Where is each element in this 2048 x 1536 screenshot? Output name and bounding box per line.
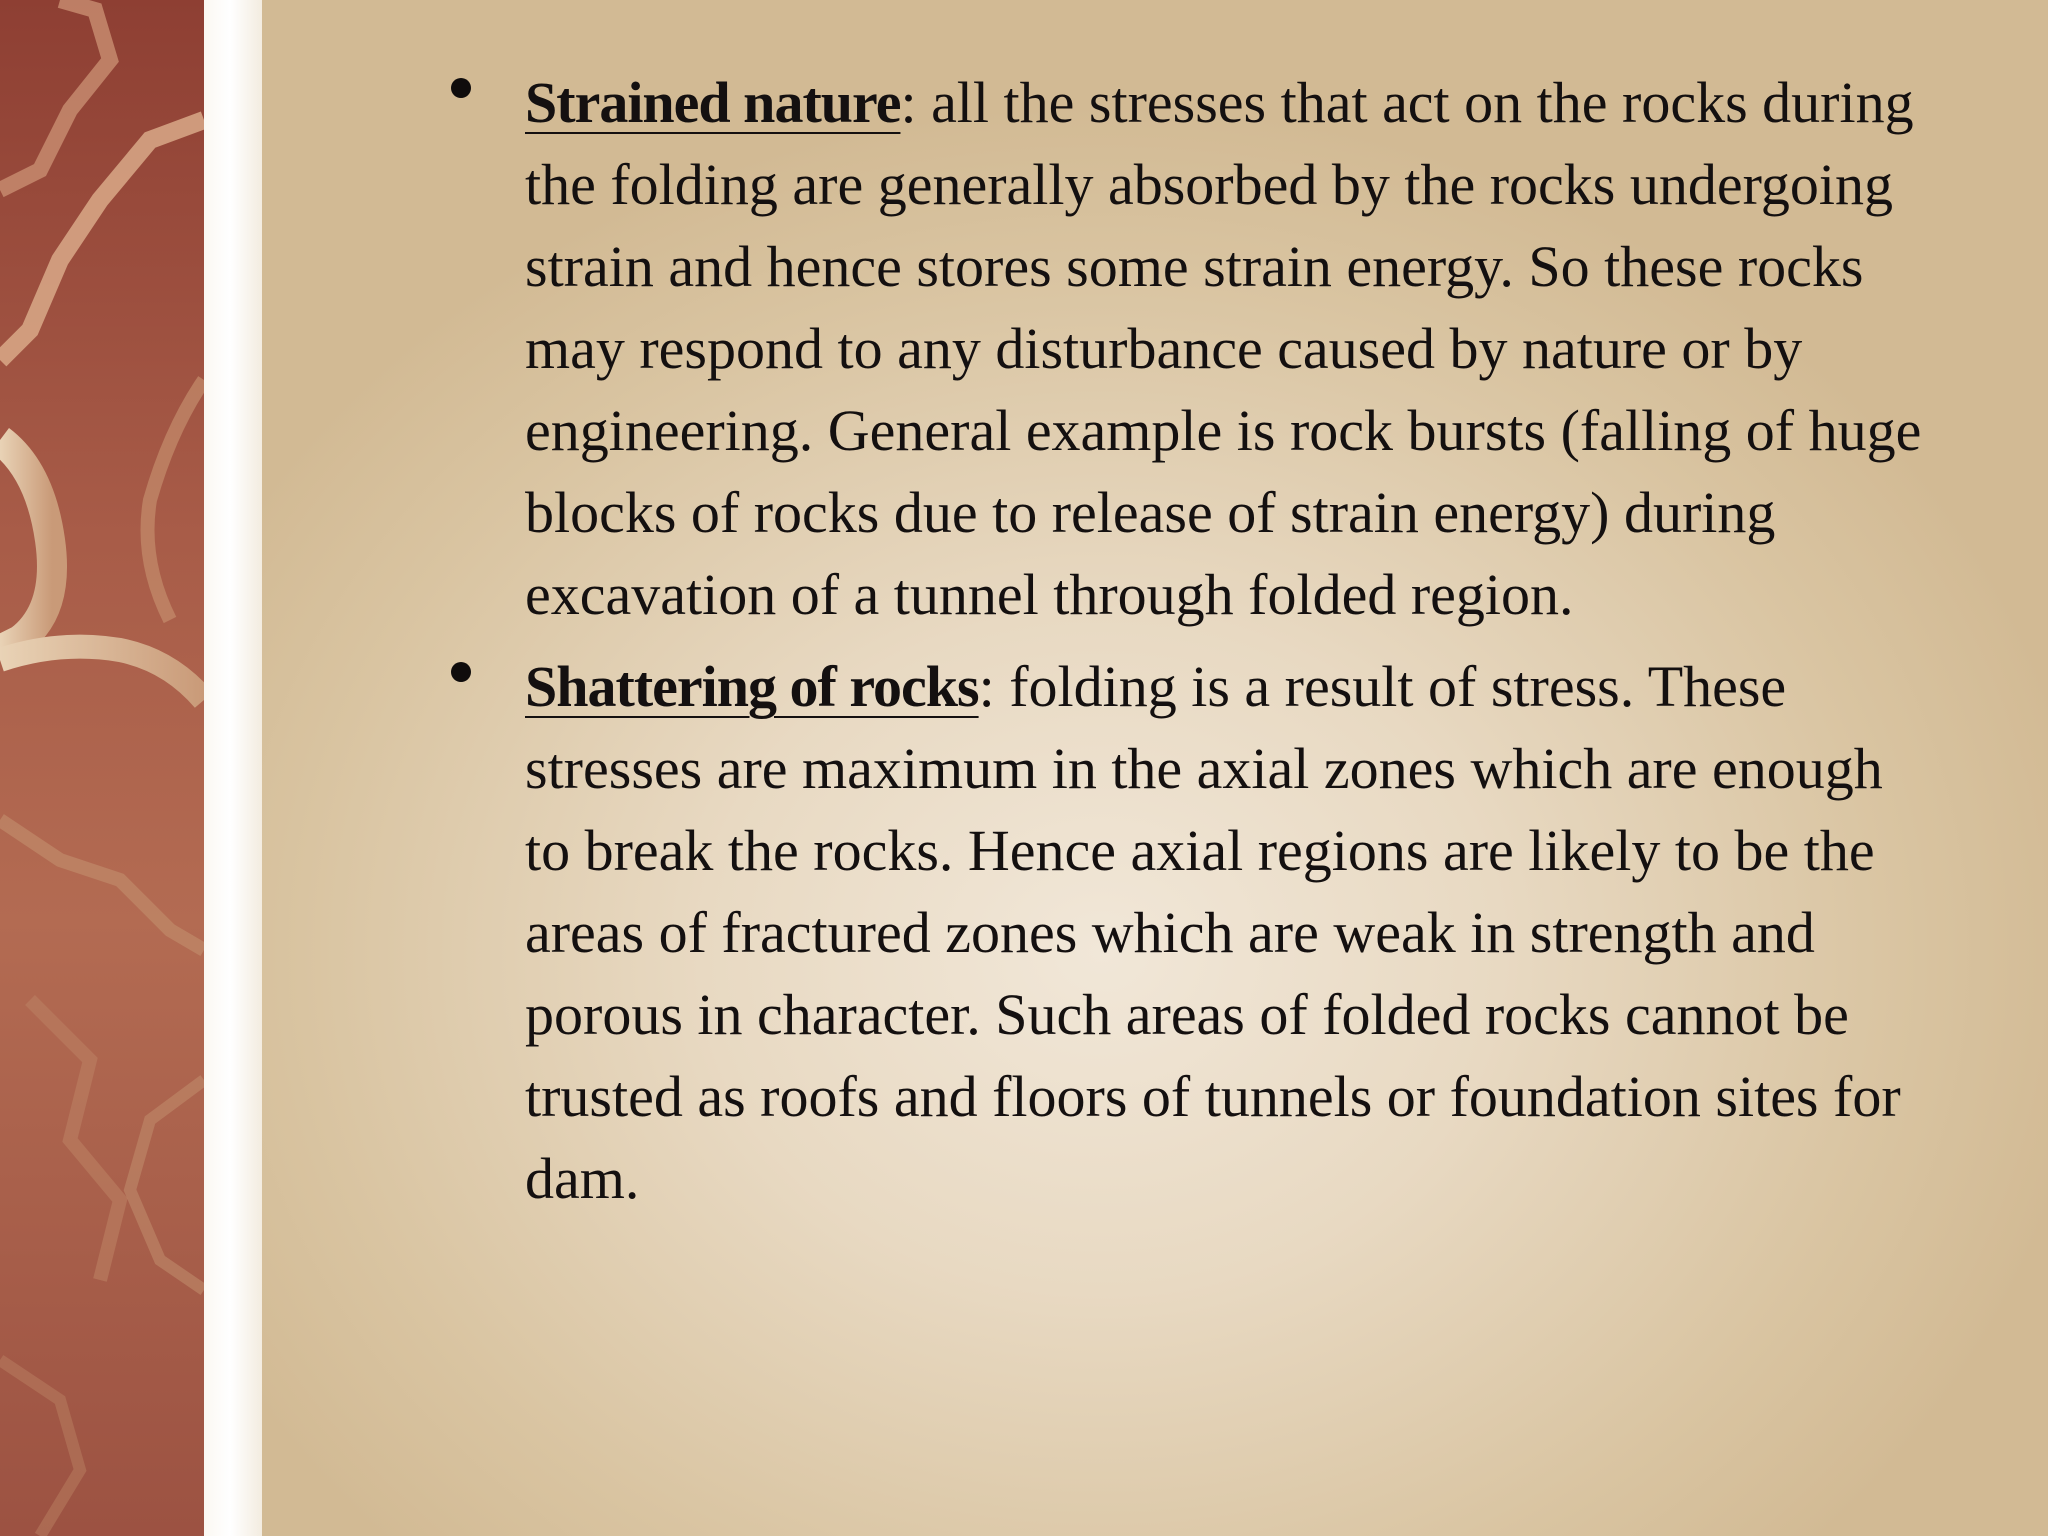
bullet-list	[430, 62, 1930, 1230]
bullet-strained-nature	[430, 62, 1930, 636]
decorative-side-panel	[0, 0, 204, 1536]
bullet-shattering-of-rocks	[430, 646, 1930, 1220]
bullet-term: Shattering of rocks	[525, 654, 979, 719]
bullet-dot	[451, 78, 471, 98]
bullet-term: Strained nature	[525, 70, 901, 135]
vertical-divider	[204, 0, 262, 1536]
bullet-dot	[451, 662, 471, 682]
bullet-text: : folding is a result of stress. These stresses are maximum in the axial zones which are enough to break the rocks. Hence axial regions are likely to be the areas of fractured zones which are weak in strength and porous in character. Such areas of folded rocks cannot be trusted as roofs and floors of tunnels or foundation sites for dam.	[525, 654, 1901, 1211]
bullet-text: : all the stresses that act on the rocks during the folding are generally absorbed by the rocks undergoing strain and hence stores some strain energy. So these rocks may respond to any disturbance caused by nature or by engineering. General example is rock bursts (falling of huge blocks of rocks due to release of strain energy) during excavation of a tunnel through folded region.	[525, 70, 1922, 627]
cracked-earth-pattern	[0, 0, 204, 1536]
